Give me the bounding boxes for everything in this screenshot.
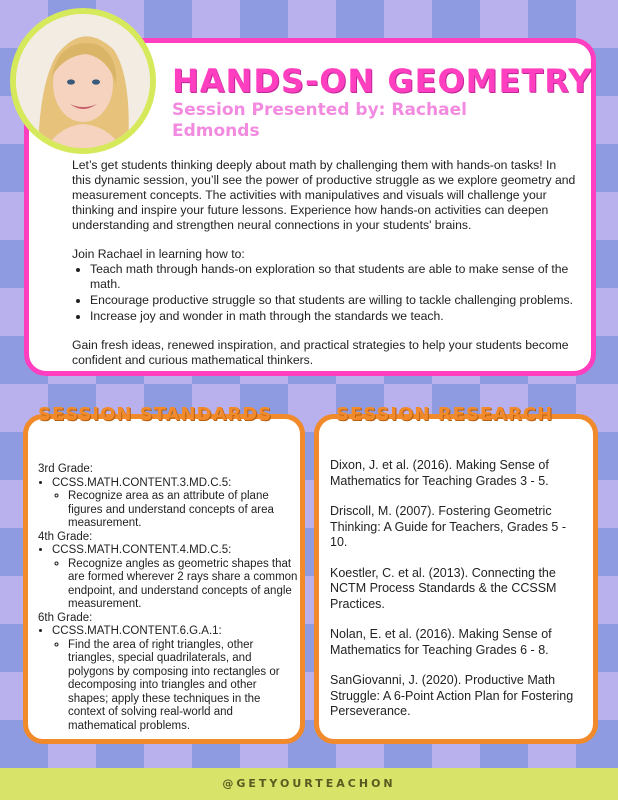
learning-goals-list xyxy=(90,262,578,324)
standard-description: ◦ Recognize angles as geometric shapes that are formed wherever 2 rays share a common endpoint, and understand concepts of angle measurement. xyxy=(68,558,298,612)
standard-description: ◦ Find the area of right triangles, other triangles, special quadrilaterals, and polygons by composing into rectangles or decomposing into triangles and other shapes; apply these techniques in the context of solving real-world and mathematical problems. xyxy=(68,639,298,734)
standard-code: • CCSS.MATH.CONTENT.6.G.A.1: ◦ Find the area of right triangles, other triangles, special quadrilaterals, and polygons by composing into rectangles or decomposing into triangles and other shapes; apply these techniques in the context of solving real-world and mathematical problems. xyxy=(52,625,298,733)
standard-code: • CCSS.MATH.CONTENT.4.MD.C.5: ◦ Recognize angles as geometric shapes that are formed wherever 2 rays share a common endpoint, and understand concepts of angle measurement. xyxy=(52,544,298,612)
research-citation: Nolan, E. et al. (2016). Making Sense of Mathematics for Teaching Grades 6 - 8. xyxy=(330,627,552,657)
closing-paragraph: Gain fresh ideas, renewed inspiration, and practical strategies to help your students become confident and curious mathematical thinkers. xyxy=(72,338,569,367)
research-citation: Dixon, J. et al. (2016). Making Sense of Mathematics for Teaching Grades 3 - 5. xyxy=(330,458,549,488)
research-citation: SanGiovanni, J. (2020). Productive Math Struggle: A 6-Point Action Plan for Fostering Perseverance. xyxy=(330,673,574,718)
list-item: • Encourage productive struggle so that students are willing to tackle challenging problems. xyxy=(90,293,578,308)
page-title: HANDS-ON GEOMETRY xyxy=(172,62,593,100)
grade-label: 3rd Grade: xyxy=(38,463,93,475)
presenter-subtitle: Session Presented by: Rachael Edmonds xyxy=(172,100,467,141)
research-citation: Driscoll, M. (2007). Fostering Geometric Thinking: A Guide for Teachers, Grades 5 - 10. xyxy=(330,504,567,549)
standards-heading: SESSION STANDARDS xyxy=(38,404,273,425)
presenter-photo xyxy=(10,8,156,154)
social-handle-footer: @GETYOURTEACHON xyxy=(0,768,618,800)
grade-label: 4th Grade: xyxy=(38,530,93,543)
standard-description: ◦ Recognize area as an attribute of plane figures and understand concepts of area measurement. xyxy=(68,490,298,531)
research-list xyxy=(330,458,584,735)
list-item: • Teach math through hands-on exploration so that students are able to make sense of the math. xyxy=(90,262,578,292)
research-citation: Koestler, C. et al. (2013). Connecting the NCTM Process Standards & the CCSSM Practices. xyxy=(330,565,557,611)
research-heading: SESSION RESEARCH xyxy=(336,404,554,425)
list-item: • Increase joy and wonder in math through the standards we teach. xyxy=(90,309,578,324)
standard-code: • CCSS.MATH.CONTENT.3.MD.C.5: ◦ Recognize area as an attribute of plane figures and understand concepts of area measurement. xyxy=(52,477,298,531)
session-description xyxy=(72,158,578,382)
intro-paragraph: Let’s get students thinking deeply about math by challenging them with hands-on tasks! In this dynamic session, you’ll see the power of productive struggle as we explore geometry and measurement concepts. The activities with manipulatives and visuals will challenge your thinking and inspire your future lessons. Experience how hands-on activities can deepen understanding and strengthen neural connections in your students' brains. xyxy=(72,158,576,232)
join-line: Join Rachael in learning how to: xyxy=(72,247,245,261)
standards-list xyxy=(38,463,298,733)
grade-label: 6th Grade: xyxy=(38,611,93,624)
